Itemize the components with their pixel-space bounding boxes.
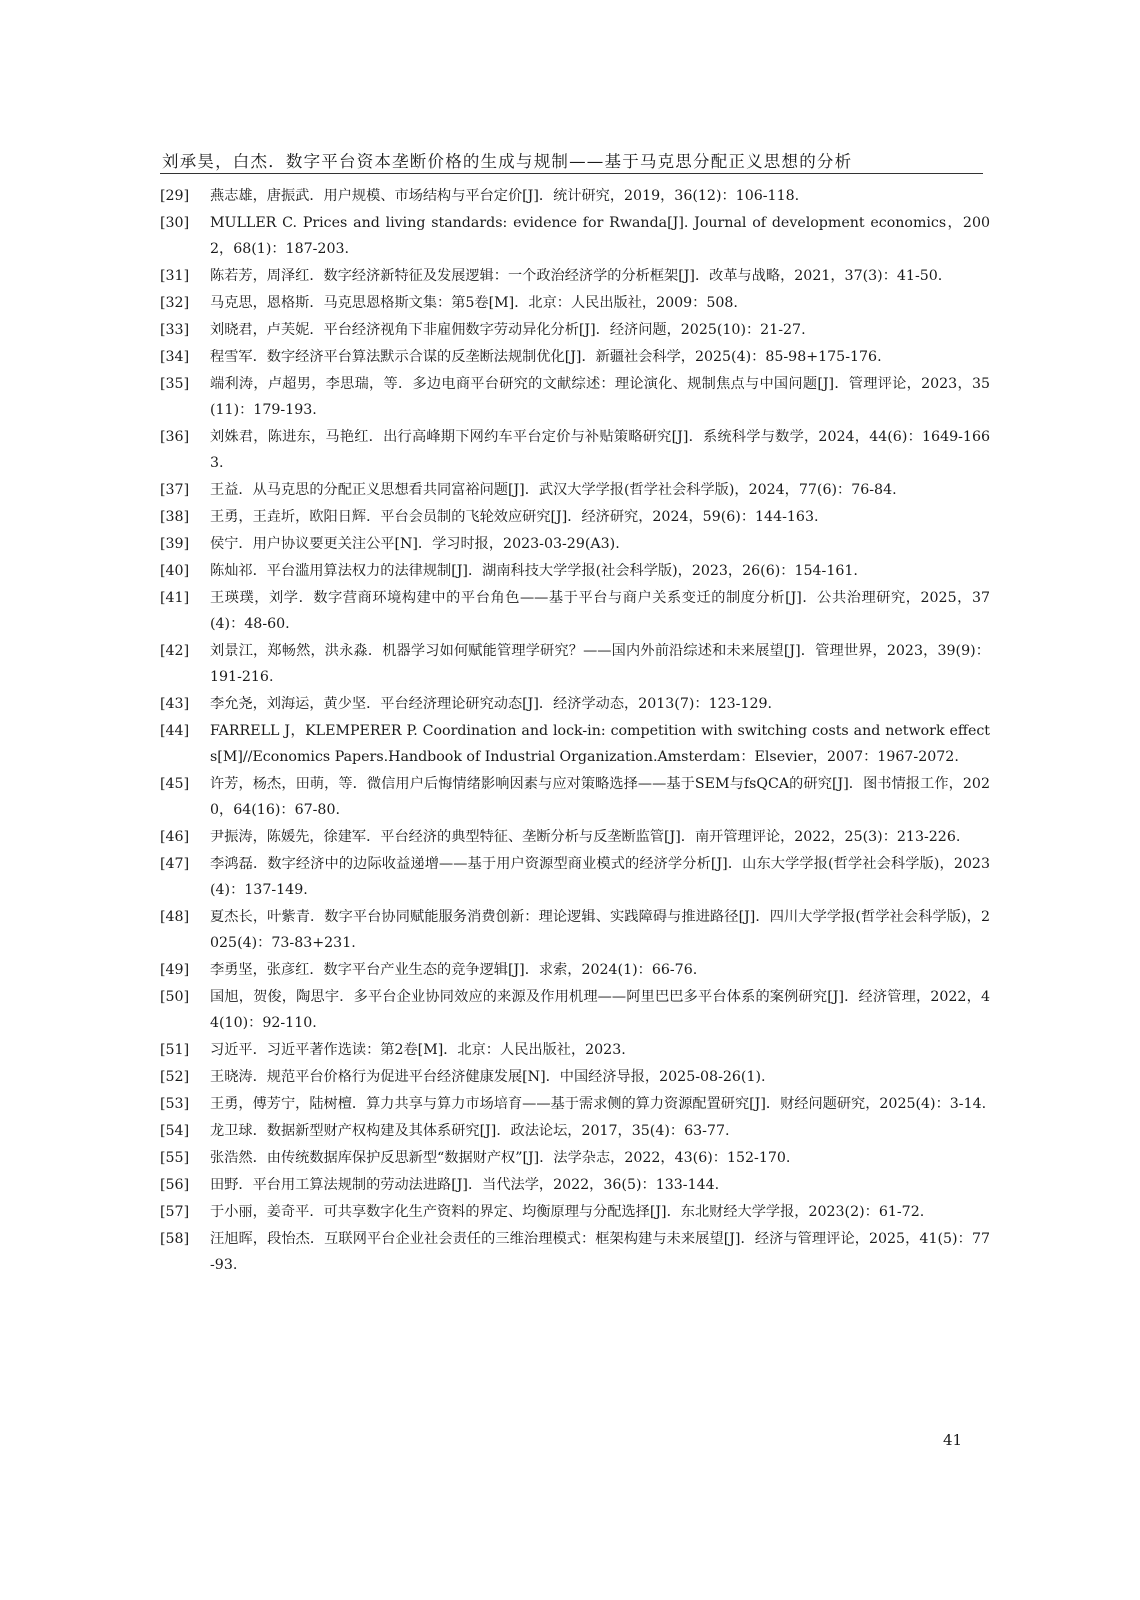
reference-text: 侯宁．用户协议要更关注公平[N]．学习时报，2023-03-29(A3). — [210, 536, 620, 552]
reference-item — [160, 477, 990, 503]
reference-number: [49] — [160, 962, 190, 978]
reference-item — [160, 371, 990, 423]
reference-item — [160, 904, 990, 956]
reference-text: 王晓涛．规范平台价格行为促进平台经济健康发展[N]．中国经济导报，2025-08-26(1). — [210, 1069, 766, 1085]
reference-number: [43] — [160, 696, 190, 712]
reference-text: 国旭，贺俊，陶思宇．多平台企业协同效应的来源及作用机理——阿里巴巴多平台体系的案例研究[J]．经济管理，2022，44(10)：92-110. — [210, 989, 990, 1031]
reference-item — [160, 263, 990, 289]
reference-item — [160, 183, 990, 209]
reference-number: [48] — [160, 909, 190, 925]
running-header: 刘承昊，白杰．数字平台资本垄断价格的生成与规制——基于马克思分配正义思想的分析 — [162, 152, 853, 171]
reference-item — [160, 585, 990, 637]
reference-item — [160, 317, 990, 343]
reference-number: [54] — [160, 1123, 190, 1139]
reference-number: [51] — [160, 1042, 190, 1058]
reference-text: 李鸿磊．数字经济中的边际收益递增——基于用户资源型商业模式的经济学分析[J]．山东大学学报(哲学社会科学版)，2023(4)：137-149. — [210, 856, 990, 898]
reference-number: [32] — [160, 295, 190, 311]
reference-number: [46] — [160, 829, 190, 845]
reference-number: [57] — [160, 1204, 190, 1220]
reference-text: MULLER C. Prices and living standards: evidence for Rwanda[J]. Journal of development economics，2002，68(1)：187-203. — [210, 215, 990, 257]
reference-item — [160, 1064, 990, 1090]
reference-text: 燕志雄，唐振武．用户规模、市场结构与平台定价[J]．统计研究，2019，36(12)：106-118. — [210, 188, 800, 204]
reference-text: 王瑛璞，刘学．数字营商环境构建中的平台角色——基于平台与商户关系变迁的制度分析[J]．公共治理研究，2025，37(4)：48-60. — [210, 590, 990, 632]
reference-text: 习近平．习近平著作选读：第2卷[M]．北京：人民出版社，2023. — [210, 1042, 626, 1058]
reference-text: 汪旭晖，段怡杰．互联网平台企业社会责任的三维治理模式：框架构建与未来展望[J]．经济与管理评论，2025，41(5)：77-93. — [210, 1231, 990, 1273]
reference-text: 端利涛，卢超男，李思瑞，等．多边电商平台研究的文献综述：理论演化、规制焦点与中国问题[J]．管理评论，2023，35(11)：179-193. — [210, 376, 990, 418]
reference-item — [160, 718, 990, 770]
reference-item — [160, 824, 990, 850]
header-rule — [160, 173, 983, 174]
reference-number: [30] — [160, 215, 190, 231]
reference-item — [160, 1199, 990, 1225]
reference-text: 李允尧，刘海运，黄少坚．平台经济理论研究动态[J]．经济学动态，2013(7)：123-129. — [210, 696, 773, 712]
reference-number: [39] — [160, 536, 190, 552]
reference-number: [29] — [160, 188, 190, 204]
reference-number: [53] — [160, 1096, 190, 1112]
reference-text: 陈灿祁．平台滥用算法权力的法律规制[J]．湖南科技大学学报(社会科学版)，2023，26(6)：154-161. — [210, 563, 858, 579]
reference-number: [31] — [160, 268, 190, 284]
reference-item — [160, 1091, 990, 1117]
reference-item — [160, 558, 990, 584]
reference-text: 刘景江，郑畅然，洪永淼．机器学习如何赋能管理学研究？——国内外前沿综述和未来展望[J]．管理世界，2023，39(9)：191-216. — [210, 643, 990, 685]
reference-number: [41] — [160, 590, 190, 606]
reference-text: 龙卫球．数据新型财产权构建及其体系研究[J]．政法论坛，2017，35(4)：63-77. — [210, 1123, 730, 1139]
page-number: 41 — [943, 1431, 963, 1449]
reference-item — [160, 1226, 990, 1278]
reference-item — [160, 1145, 990, 1171]
reference-number: [33] — [160, 322, 190, 338]
reference-text: 王勇，王垚圻，欧阳日辉．平台会员制的飞轮效应研究[J]．经济研究，2024，59(6)：144-163. — [210, 509, 819, 525]
reference-item — [160, 984, 990, 1036]
reference-item — [160, 290, 990, 316]
reference-number: [52] — [160, 1069, 190, 1085]
reference-item — [160, 424, 990, 476]
reference-number: [36] — [160, 429, 190, 445]
reference-text: 许芳，杨杰，田萌，等．微信用户后悔情绪影响因素与应对策略选择——基于SEM与fsQCA的研究[J]．图书情报工作，2020，64(16)：67-80. — [210, 776, 990, 818]
reference-item — [160, 504, 990, 530]
reference-item — [160, 1037, 990, 1063]
reference-text: 张浩然．由传统数据库保护反思新型“数据财产权”[J]．法学杂志，2022，43(6)：152-170. — [210, 1150, 791, 1166]
reference-number: [45] — [160, 776, 190, 792]
reference-item — [160, 1172, 990, 1198]
reference-number: [40] — [160, 563, 190, 579]
reference-item — [160, 210, 990, 262]
reference-text: 夏杰长，叶紫青．数字平台协同赋能服务消费创新：理论逻辑、实践障碍与推进路径[J]．四川大学学报(哲学社会科学版)，2025(4)：73-83+231. — [210, 909, 990, 951]
reference-number: [35] — [160, 376, 190, 392]
reference-item — [160, 957, 990, 983]
reference-text: 刘晓君，卢芙妮．平台经济视角下非雇佣数字劳动异化分析[J]．经济问题，2025(10)：21-27. — [210, 322, 806, 338]
reference-text: 马克思，恩格斯．马克思恩格斯文集：第5卷[M]．北京：人民出版社，2009：508. — [210, 295, 738, 311]
reference-text: 田野．平台用工算法规制的劳动法进路[J]．当代法学，2022，36(5)：133-144. — [210, 1177, 720, 1193]
reference-number: [37] — [160, 482, 190, 498]
reference-number: [58] — [160, 1231, 190, 1247]
reference-text: 陈若芳，周泽红．数字经济新特征及发展逻辑：一个政治经济学的分析框架[J]．改革与战略，2021，37(3)：41-50. — [210, 268, 943, 284]
reference-item — [160, 638, 990, 690]
reference-number: [56] — [160, 1177, 190, 1193]
reference-text: 王益．从马克思的分配正义思想看共同富裕问题[J]．武汉大学学报(哲学社会科学版)，2024，77(6)：76-84. — [210, 482, 897, 498]
reference-number: [55] — [160, 1150, 190, 1166]
reference-text: 刘姝君，陈进东，马艳红．出行高峰期下网约车平台定价与补贴策略研究[J]．系统科学与数学，2024，44(6)：1649-1663. — [210, 429, 990, 471]
reference-list — [160, 183, 990, 1279]
reference-item — [160, 771, 990, 823]
reference-number: [34] — [160, 349, 190, 365]
reference-item — [160, 531, 990, 557]
reference-item — [160, 691, 990, 717]
reference-number: [42] — [160, 643, 190, 659]
reference-text: 于小丽，姜奇平．可共享数字化生产资料的界定、均衡原理与分配选择[J]．东北财经大学学报，2023(2)：61-72. — [210, 1204, 925, 1220]
reference-text: 李勇坚，张彦红．数字平台产业生态的竞争逻辑[J]．求索，2024(1)：66-76. — [210, 962, 698, 978]
reference-text: 尹振涛，陈媛先，徐建军．平台经济的典型特征、垄断分析与反垄断监管[J]．南开管理评论，2022，25(3)：213-226. — [210, 829, 961, 845]
reference-text: 王勇，傅芳宁，陆树檀．算力共享与算力市场培育——基于需求侧的算力资源配置研究[J]．财经问题研究，2025(4)：3-14. — [210, 1096, 987, 1112]
reference-number: [47] — [160, 856, 190, 872]
reference-number: [44] — [160, 723, 190, 739]
reference-item — [160, 1118, 990, 1144]
reference-text: 程雪军．数字经济平台算法默示合谋的反垄断法规制优化[J]．新疆社会科学，2025(4)：85-98+175-176. — [210, 349, 882, 365]
reference-item — [160, 851, 990, 903]
reference-number: [38] — [160, 509, 190, 525]
reference-text: FARRELL J，KLEMPERER P. Coordination and lock-in: competition with switching costs and network effects[M]//Economics Papers.Handbook of Industrial Organization.Amsterdam：Elsevier，2007：1967-2072. — [210, 723, 990, 765]
reference-item — [160, 344, 990, 370]
reference-number: [50] — [160, 989, 190, 1005]
